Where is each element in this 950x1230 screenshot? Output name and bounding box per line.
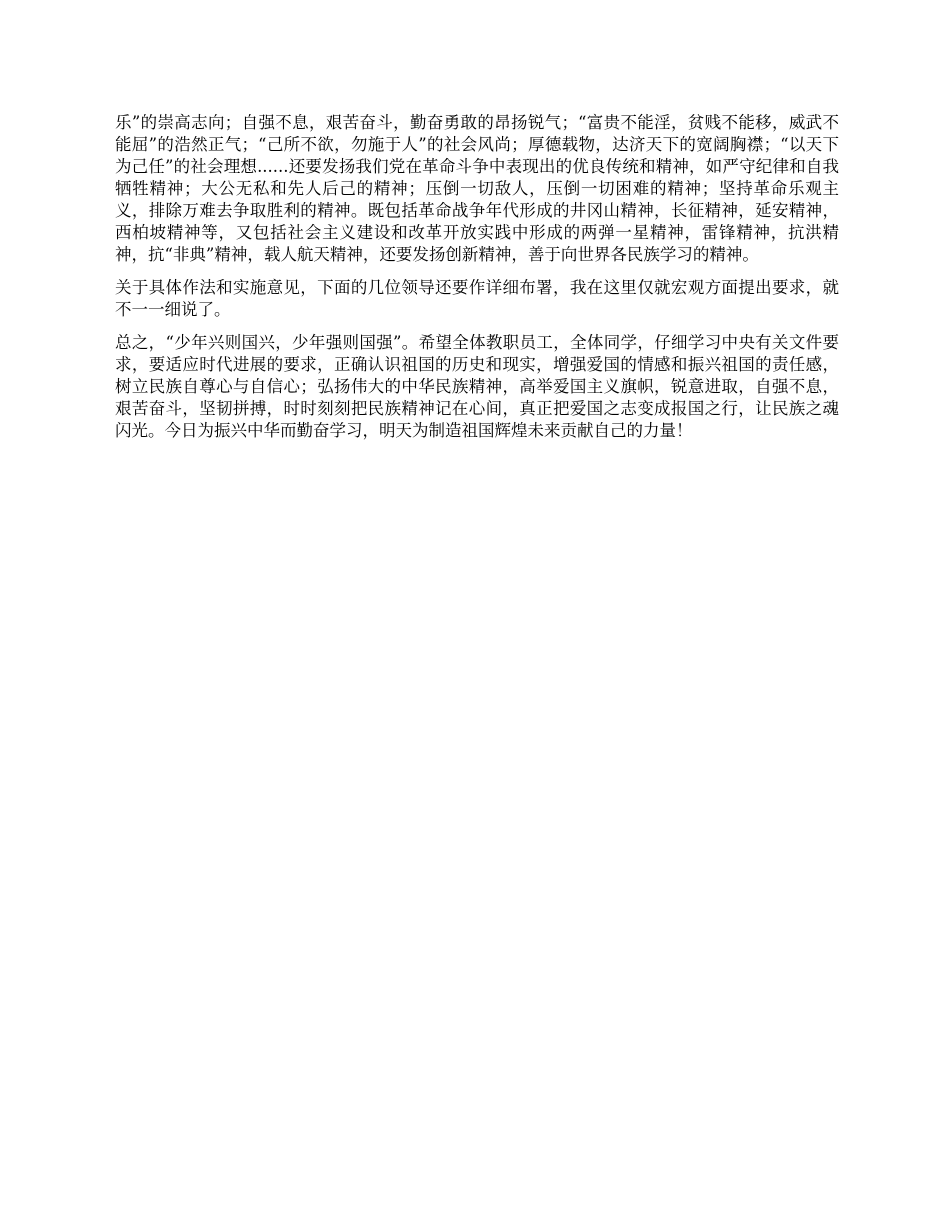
- paragraph-implementation: 关于具体作法和实施意见，下面的几位领导还要作详细布署，我在这里仅就宏观方面提出要求，就不一一细说了。: [115, 278, 839, 319]
- paragraph-conclusion: 总之，“少年兴则国兴，少年强则国强”。希望全体教职员工，全体同学，仔细学习中央有关文件要求，要适应时代进展的要求，正确认识祖国的历史和现实，增强爱国的情感和振兴祖国的责任感，树立民族自尊心与自信心；弘扬伟大的中华民族精神，高举爱国主义旗帜，锐意进取，自强不息，艰苦奋斗，坚韧拼搏，时时刻刻把民族精神记在心间，真正把爱国之志变成报国之行，让民族之魂闪光。今日为振兴中华而勤奋学习，明天为制造祖国辉煌未来贡献自己的力量！: [115, 333, 839, 440]
- paragraph-spirit-tradition: 乐”的崇高志向；自强不息，艰苦奋斗，勤奋勇敢的昂扬锐气；“富贵不能淫，贫贱不能移，威武不能屈”的浩然正气；“己所不欲，勿施于人”的社会风尚；厚德载物，达济天下的宽阔胸襟；“以天下为己任”的社会理想......还要发扬我们党在革命斗争中表现出的优良传统和精神，如严守纪律和自我牺牲精神；大公无私和先人后己的精神；压倒一切敌人，压倒一切困难的精神；坚持革命乐观主义，排除万难去争取胜利的精神。既包括革命战争年代形成的井冈山精神，长征精神，延安精神，西柏坡精神等，又包括社会主义建设和改革开放实践中形成的两弹一星精神，雷锋精神，抗洪精神，抗“非典”精神，载人航天精神，还要发扬创新精神，善于向世界各民族学习的精神。: [115, 113, 839, 264]
- document-body: [115, 112, 839, 453]
